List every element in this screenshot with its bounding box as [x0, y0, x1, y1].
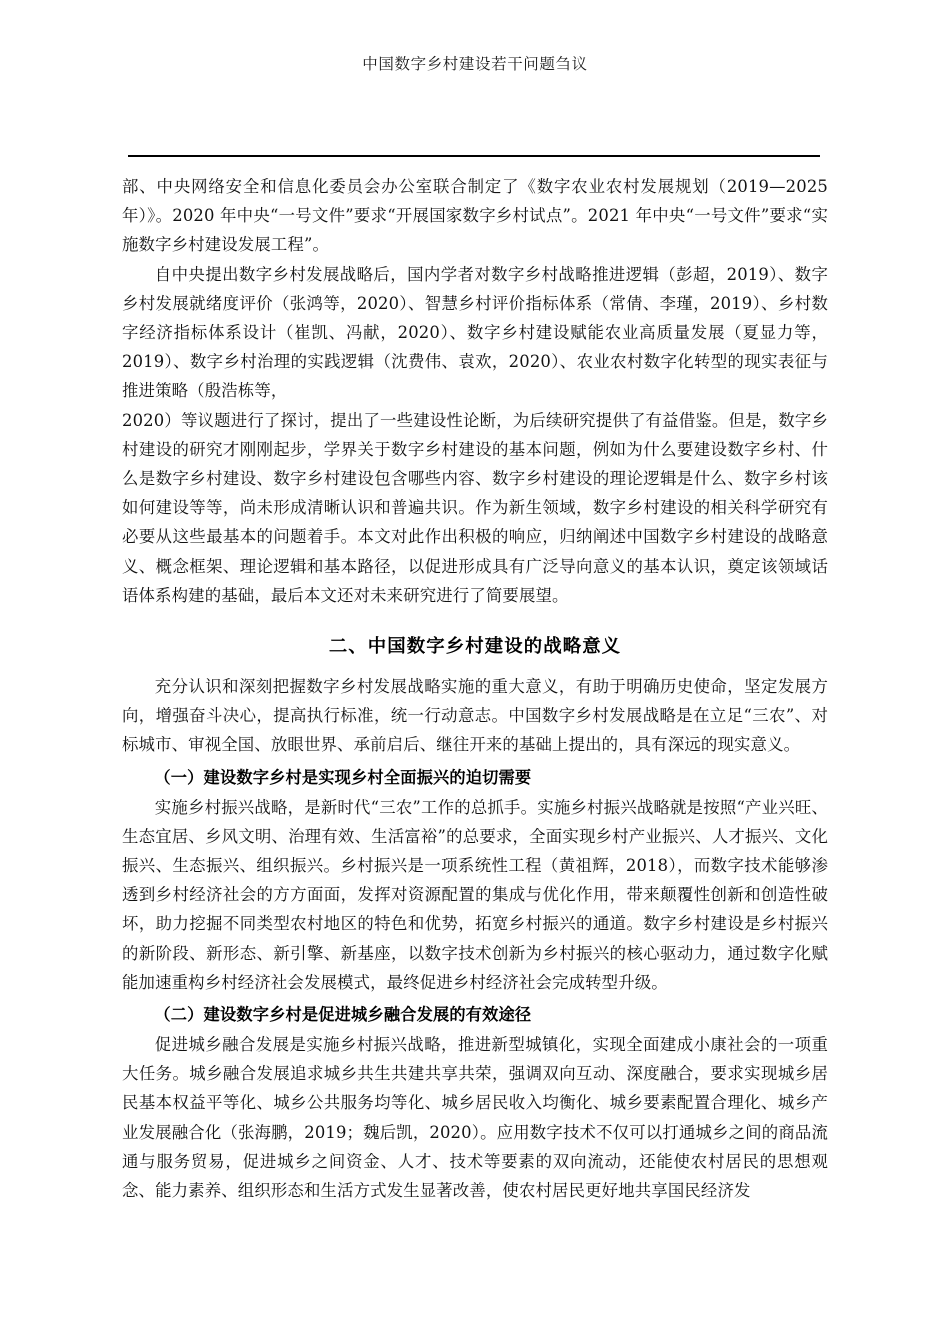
running-head: 中国数字乡村建设若干问题刍议	[362, 55, 588, 73]
paragraph-literature-review-part-one: 自中央提出数字乡村发展战略后，国内学者对数字乡村战略推进逻辑（彭超，2019）、数字乡村发展就绪度评价（张鸿等，2020）、智慧乡村评价指标体系（常倩、李瑾，2019）、乡村数字经济指标体系设计（崔凯、冯献，2020）、数字乡村建设赋能农业高质量发展（夏显力等，2019）、数字乡村治理的实践逻辑（沈费伟、袁欢，2020）、农业农村数字化转型的现实表征与推进策略（殷浩栋等，	[122, 264, 828, 401]
paragraph-subsection-one-body: 实施乡村振兴战略，是新时代“三农”工作的总抓手。实施乡村振兴战略就是按照“产业兴旺、生态宜居、乡风文明、治理有效、生活富裕”的总要求，全面实现乡村产业振兴、人才振兴、文化振兴、生态振兴、组织振兴。乡村振兴是一项系统性工程（黄祖辉，2018），而数字技术能够渗透到乡村经济社会的方方面面，发挥对资源配置的集成与优化作用，带来颠覆性创新和创造性破坏，助力挖掘不同类型农村地区的特色和优势，拓宽乡村振兴的通道。数字乡村建设是乡村振兴的新阶段、新形态、新引擎、新基座，以数字技术创新为乡村振兴的核心驱动力，通过数字化赋能加速重构乡村经济社会发展模式，最终促进乡村经济社会完成转型升级。	[122, 797, 828, 992]
subsection-heading-rural-revitalization: （一）建设数字乡村是实现乡村全面振兴的迫切需要	[154, 767, 532, 787]
subsection-heading-urban-rural-integration: （二）建设数字乡村是促进城乡融合发展的有效途径	[154, 1005, 532, 1025]
paragraph-subsection-two-body: 促进城乡融合发展是实施乡村振兴战略，推进新型城镇化，实现全面建成小康社会的一项重大任务。城乡融合发展追求城乡共生共建共享共荣，强调双向互动、深度融合，要求实现城乡居民基本权益平等化、城乡公共服务均等化、城乡居民收入均衡化、城乡要素配置合理化、城乡产业发展融合化（张海鹏，2019；魏后凯，2020）。应用数字技术不仅可以打通城乡之间的商品流通与服务贸易，促进城乡之间资金、人才、技术等要素的双向流动，还能使农村居民的思想观念、能力素养、组织形态和生活方式发生显著改善，使农村居民更好地共享国民经济发	[122, 1035, 828, 1201]
header-rule-divider	[128, 155, 820, 157]
page-body-content	[122, 172, 828, 1205]
section-heading-strategic-significance: 二、中国数字乡村建设的战略意义	[328, 636, 622, 658]
paragraph-continued-from-previous-page: 部、中央网络安全和信息化委员会办公室联合制定了《数字农业农村发展规划（2019—2025年）》。2020 年中央“一号文件”要求“开展国家数字乡村试点”。2021 年中央“一号文件”要求“实施数字乡村建设发展工程”。	[122, 177, 828, 255]
paragraph-section-introduction: 充分认识和深刻把握数字乡村发展战略实施的重大意义，有助于明确历史使命，坚定发展方向，增强奋斗决心，提高执行标准，统一行动意志。中国数字乡村发展战略是在立足“三农”、对标城市、审视全国、放眼世界、承前启后、继往开来的基础上提出的，具有深远的现实意义。	[122, 677, 828, 755]
paragraph-literature-review-part-two: 2020）等议题进行了探讨，提出了一些建设性论断，为后续研究提供了有益借鉴。但是，数字乡村建设的研究才刚刚起步，学界关于数字乡村建设的基本问题，例如为什么要建设数字乡村、什么是数字乡村建设、数字乡村建设包含哪些内容、数字乡村建设的理论逻辑是什么、数字乡村该如何建设等等，尚未形成清晰认识和普遍共识。作为新生领域，数字乡村建设的相关科学研究有必要从这些最基本的问题着手。本文对此作出积极的响应，归纳阐述中国数字乡村建设的战略意义、概念框架、理论逻辑和基本路径，以促进形成具有广泛导向意义的基本认识，奠定该领域话语体系构建的基础，最后本文还对未来研究进行了简要展望。	[122, 410, 828, 605]
